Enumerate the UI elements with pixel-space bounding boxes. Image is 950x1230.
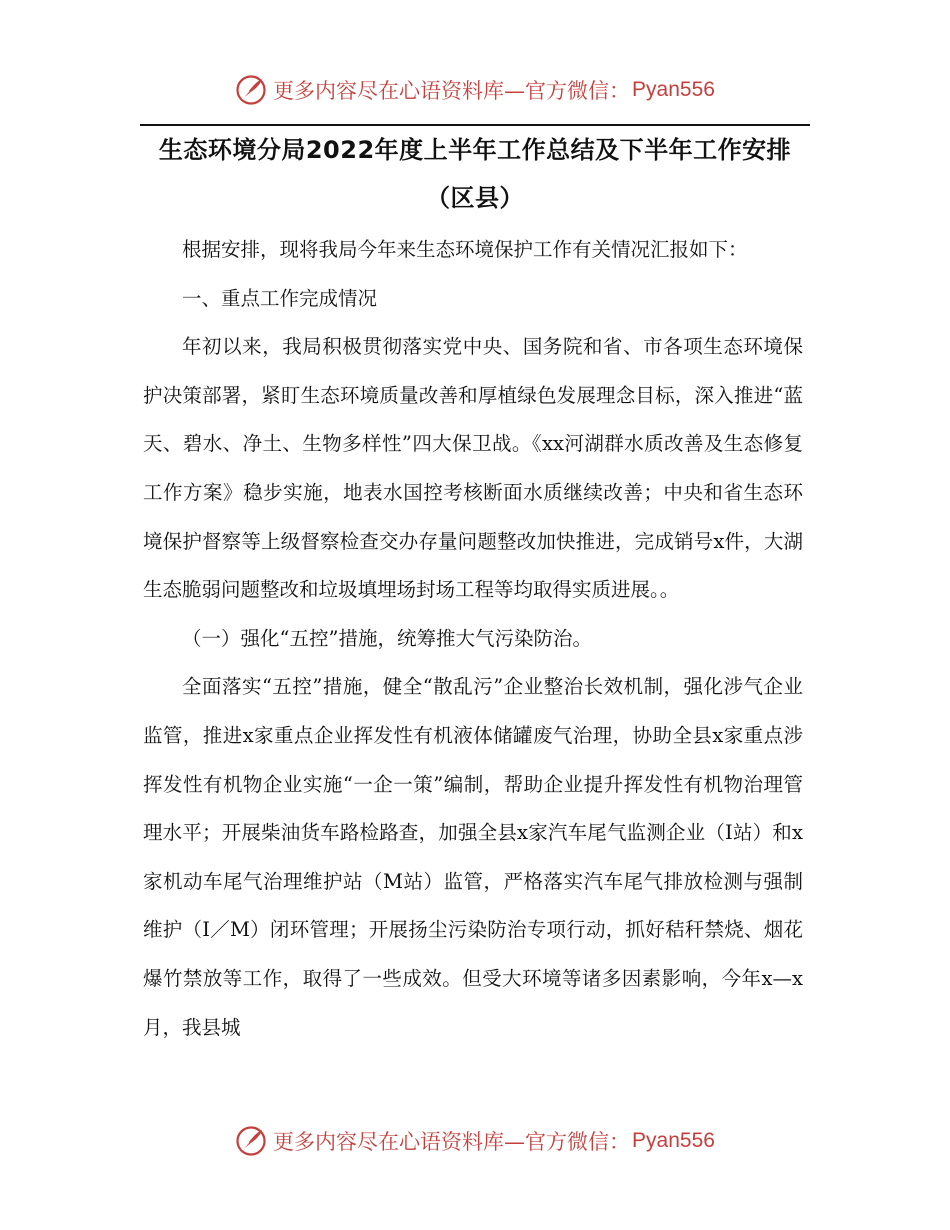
banner-text: 更多内容尽在心语资料库—官方微信： (273, 79, 631, 103)
banner-text: 更多内容尽在心语资料库—官方微信： (273, 1130, 631, 1154)
quill-pen-logo-icon (235, 74, 267, 106)
banner-wechat-id: Pyan556 (632, 1129, 715, 1152)
paragraph-overview: 年初以来，我局积极贯彻落实党中央、国务院和省、市各项生态环境保护决策部署，紧盯生态环境质量改善和厚植绿色发展理念目标，深入推进“蓝天、碧水、净土、生物多样性”四大保卫战。《xx河湖群水质改善及生态修复工作方案》稳步实施，地表水国控考核断面水质继续改善；中央和省生态环境保护督察等上级督察检查交办存量问题整改加快推进，完成销号x件，大湖生态脆弱问题整改和垃圾填埋场封场工程等均取得实质进展。。 (143, 335, 803, 602)
header-watermark-banner (0, 72, 950, 108)
quill-pen-logo-icon (235, 1125, 267, 1157)
banner-wechat-id: Pyan556 (632, 78, 715, 101)
title-divider (140, 124, 810, 126)
paragraph-intro: 根据安排，现将我局今年来生态环境保护工作有关情况汇报如下： (182, 238, 748, 261)
document-body (143, 226, 803, 1052)
paragraph-air-pollution: 全面落实“五控”措施，健全“散乱污”企业整治长效机制，强化涉气企业监管，推进x家重点企业挥发性有机液体储罐废气治理，协助全县x家重点涉挥发性有机物企业实施“一企一策”编制，帮助企业提升挥发性有机物治理管理水平；开展柴油货车路检路查，加强全县x家汽车尾气监测企业（I站）和x家机动车尾气治理维护站（M站）监管，严格落实汽车尾气排放检测与强制维护（I／M）闭环管理；开展扬尘污染防治专项行动，抓好秸秆禁烧、烟花爆竹禁放等工作，取得了一些成效。但受大环境等诸多因素影响，今年x—x月，我县城 (143, 675, 803, 1039)
footer-watermark-banner (0, 1123, 950, 1159)
document-subtitle: （区县） (426, 184, 524, 212)
section-heading-1: 一、重点工作完成情况 (182, 286, 378, 310)
subsection-heading-1: （一）强化“五控”措施，统筹推大气污染防治。 (182, 626, 592, 650)
document-title: 生态环境分局2022年度上半年工作总结及下半年工作安排 (158, 136, 792, 164)
